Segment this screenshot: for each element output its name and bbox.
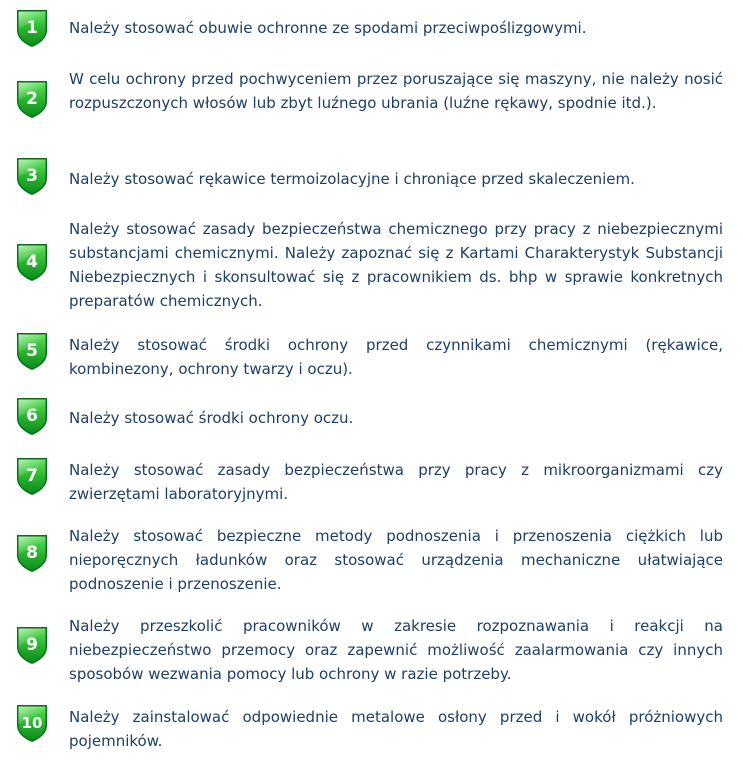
number-badge-icon xyxy=(14,625,50,665)
badge-number: 1 xyxy=(26,18,38,38)
badge-number: 9 xyxy=(26,635,38,655)
number-badge-icon xyxy=(14,242,50,282)
number-badge-icon xyxy=(14,456,50,496)
number-badge-icon xyxy=(14,533,50,573)
number-badge-icon xyxy=(14,8,50,48)
item-text: Należy stosować rękawice termoizolacyjne i chroniące przed skaleczeniem. xyxy=(69,170,635,188)
number-badge-icon xyxy=(14,79,50,119)
badge-number: 2 xyxy=(26,89,38,109)
badge-number: 3 xyxy=(26,166,38,186)
number-badge-icon xyxy=(14,703,50,743)
item-text: Należy stosować bezpieczne metody podnoszenia i przenoszenia ciężkich lub nieporęcznych ładunków oraz stosować urządzenia mechaniczne ułatwiające podnoszenie i przenoszenie. xyxy=(69,527,723,593)
item-text: Należy stosować zasady bezpieczeństwa chemicznego przy pracy z niebezpiecznymi substancjami chemicznymi. Należy zapoznać się z Kartami Charakterystyk Substancji Niebezpiecznych i skonsultować się z pracownikiem ds. bhp w sprawie konkretnych preparatów chemicznych. xyxy=(69,220,723,310)
item-text: Należy stosować środki ochrony oczu. xyxy=(69,409,354,427)
badge-number: 7 xyxy=(26,466,38,486)
item-text: Należy stosować obuwie ochronne ze spodami przeciwpoślizgowymi. xyxy=(69,19,587,37)
item-text: Należy przeszkolić pracowników w zakresie rozpoznawania i reakcji na niebezpieczeństwo przemocy oraz zapewnić możliwość zaalarmowania czy innych sposobów wezwania pomocy lub ochrony w razie potrzeby. xyxy=(69,617,723,683)
item-text: Należy stosować zasady bezpieczeństwa przy pracy z mikroorganizmami czy zwierzętami laboratoryjnymi. xyxy=(69,461,723,503)
item-text: W celu ochrony przed pochwyceniem przez poruszające się maszyny, nie należy nosić rozpuszczonych włosów lub zbyt luźnego ubrania (luźne rękawy, spodnie itd.). xyxy=(69,70,723,112)
badge-number: 4 xyxy=(26,252,38,272)
item-text: Należy stosować środki ochrony przed czynnikami chemicznymi (rękawice, kombinezony, ochrony twarzy i oczu). xyxy=(69,336,723,378)
number-badge-icon xyxy=(14,156,50,196)
badge-number: 6 xyxy=(26,406,38,426)
badge-number: 8 xyxy=(26,543,38,563)
number-badge-icon xyxy=(14,331,50,371)
badge-number: 10 xyxy=(21,714,43,732)
number-badge-icon xyxy=(14,396,50,436)
item-text: Należy zainstalować odpowiednie metalowe osłony przed i wokół próżniowych pojemników. xyxy=(69,708,723,750)
badge-number: 5 xyxy=(26,341,38,361)
